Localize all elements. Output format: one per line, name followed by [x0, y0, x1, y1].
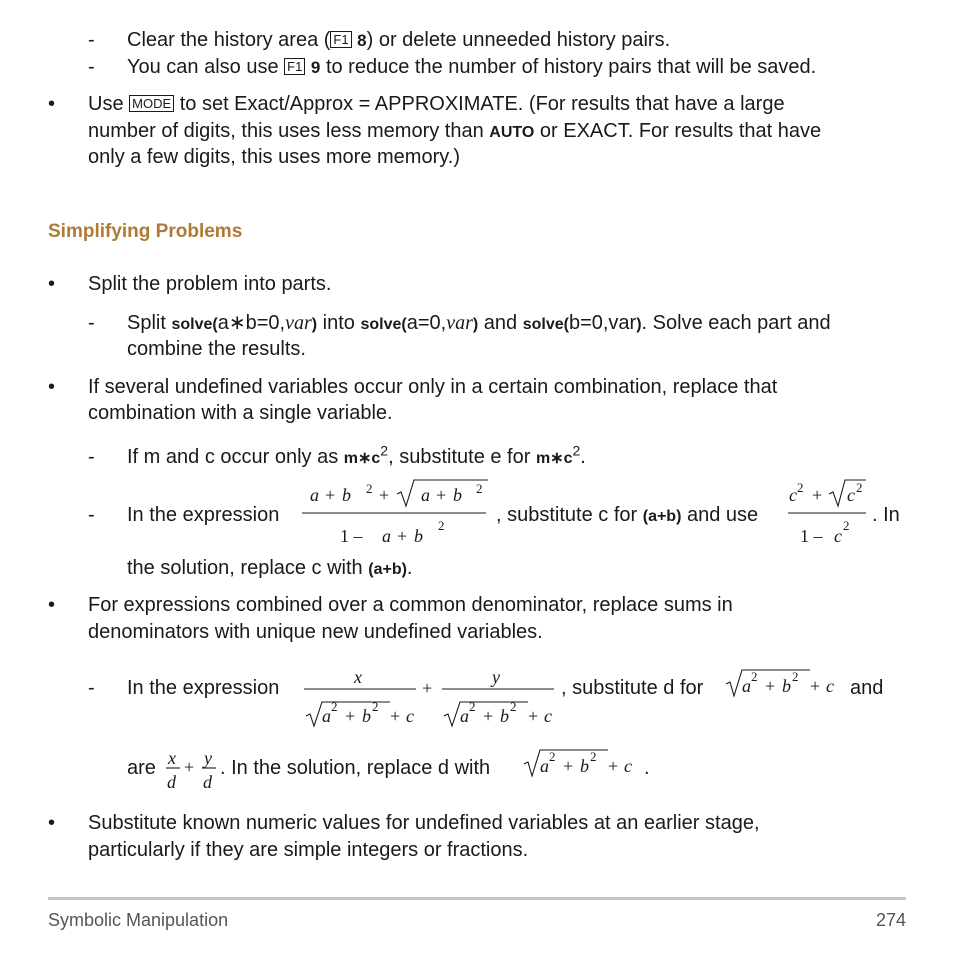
history-clear-line	[127, 28, 670, 53]
combo-line-2: combination with a single variable.	[88, 402, 393, 424]
replace-d-text: . In the solution, replace d with	[220, 757, 491, 779]
math-symbol: c	[789, 485, 797, 505]
math-symbol: +	[379, 485, 390, 505]
math-symbol: a	[310, 485, 319, 505]
sqrt-sum-expression	[724, 662, 844, 708]
math-symbol: +	[184, 757, 195, 777]
f1-key-icon: F1	[284, 58, 305, 75]
mode-line-2	[88, 119, 821, 145]
mc-keyword: m∗c	[343, 450, 381, 467]
denom-line-2: denominators with unique new undefined variables.	[88, 621, 543, 643]
text: If m and c occur only as	[127, 446, 339, 468]
sum-fraction-expression	[302, 664, 560, 742]
math-symbol: +	[436, 485, 447, 505]
math-symbol: +	[563, 756, 574, 776]
dash-marker: -	[88, 504, 95, 526]
numeric-line-2: particularly if they are simple integers or fractions.	[88, 839, 529, 861]
math-symbol: a	[540, 756, 549, 776]
and-text: and	[850, 677, 884, 699]
text: to set Exact/Approx = APPROXIMATE. (For results that have a large	[179, 93, 785, 115]
are-text: are	[127, 757, 156, 779]
dash-marker: -	[88, 56, 95, 78]
text: a=0,	[406, 312, 447, 334]
math-symbol: 2	[331, 699, 338, 714]
dash-marker: -	[88, 446, 95, 468]
math-symbol: +	[390, 706, 401, 726]
math-symbol: +	[422, 678, 433, 698]
math-symbol: b	[453, 485, 462, 505]
math-symbol: 2	[476, 481, 483, 496]
math-symbol: 2	[366, 481, 373, 496]
math-symbol: +	[765, 676, 776, 696]
section-heading: Simplifying Problems	[48, 221, 243, 242]
solve-keyword: solve(	[171, 316, 218, 333]
solve-keyword: solve(	[522, 316, 569, 333]
paren: )	[311, 316, 318, 333]
math-symbol: c	[847, 485, 855, 505]
math-symbol: 2	[792, 669, 799, 684]
split-line: Split the problem into parts.	[88, 273, 332, 295]
text: You can also use	[127, 56, 279, 78]
numeric-line-1: Substitute known numeric values for undefined variables at an earlier stage,	[88, 812, 760, 834]
text: .	[580, 446, 586, 468]
math-symbol: 2	[843, 518, 850, 533]
text: Use	[88, 93, 124, 115]
math-symbol: 2	[856, 480, 863, 495]
math-symbol: b	[414, 526, 423, 546]
math-symbol: c	[624, 756, 632, 776]
math-symbol: c	[406, 706, 414, 726]
math-symbol: 2	[549, 749, 556, 764]
dash-marker: -	[88, 29, 95, 51]
split-line-2: combine the results.	[127, 338, 306, 360]
fraction-expression-2	[786, 476, 868, 560]
substitute-c-line	[496, 503, 758, 529]
bullet-marker: •	[48, 273, 56, 295]
math-symbol: 1 –	[800, 526, 823, 546]
math-symbol: +	[345, 706, 356, 726]
math-symbol: +	[812, 485, 823, 505]
key-number: 8	[357, 31, 367, 50]
dash-marker: -	[88, 677, 95, 699]
text: or EXACT. For results that have	[539, 120, 822, 142]
math-symbol: y	[204, 748, 212, 768]
replace-c-line	[127, 556, 412, 582]
math-symbol: c	[544, 706, 552, 726]
math-symbol: a	[460, 706, 469, 726]
math-symbol: b	[342, 485, 351, 505]
math-symbol: d	[203, 772, 212, 792]
math-symbol: 2	[438, 518, 445, 533]
apb-keyword: (a+b)	[368, 561, 407, 578]
math-symbol: +	[325, 485, 336, 505]
xd-plus-yd-expression	[164, 746, 220, 800]
text: Clear the history area (	[127, 29, 331, 51]
math-symbol: 2	[372, 699, 379, 714]
math-symbol: x	[168, 748, 176, 768]
math-symbol: 2	[469, 699, 476, 714]
bullet-marker: •	[48, 93, 56, 115]
math-symbol: +	[810, 676, 821, 696]
dash-marker: -	[88, 312, 95, 334]
mode-line-3: only a few digits, this uses more memory.)	[88, 146, 460, 168]
text: , substitute e for	[388, 446, 531, 468]
math-symbol: a	[322, 706, 331, 726]
combo-line-1: If several undefined variables occur only in a certain combination, replace that	[88, 376, 778, 398]
math-symbol: b	[782, 676, 791, 696]
math-symbol: a	[742, 676, 751, 696]
math-symbol: 2	[797, 480, 804, 495]
math-symbol: a	[421, 485, 430, 505]
var-text: var	[285, 312, 312, 334]
text: , substitute c for	[496, 504, 638, 526]
math-symbol: d	[167, 772, 176, 792]
math-symbol: b	[362, 706, 371, 726]
sqrt-sum-expression	[522, 742, 642, 788]
mc-substitute-line	[127, 442, 586, 471]
text: ) or delete unneeded history pairs.	[366, 29, 671, 51]
period-text: .	[644, 757, 650, 779]
text: .	[406, 557, 413, 579]
text: . Solve each part and	[641, 312, 831, 334]
mode-key-icon: MODE	[129, 95, 174, 112]
text: number of digits, this uses less memory than	[88, 120, 484, 142]
var-text: var	[446, 312, 473, 334]
math-symbol: y	[492, 667, 500, 687]
text: into	[322, 312, 355, 334]
bullet-marker: •	[48, 812, 56, 834]
math-symbol: 1 –	[340, 526, 363, 546]
text: Split	[127, 312, 166, 334]
math-symbol: +	[483, 706, 494, 726]
bullet-marker: •	[48, 594, 56, 616]
math-symbol: c	[834, 526, 842, 546]
history-reduce-line	[127, 55, 816, 80]
text: a∗b=0,	[217, 312, 286, 334]
split-solve-line	[127, 311, 831, 337]
bullet-marker: •	[48, 376, 56, 398]
math-symbol: +	[608, 756, 619, 776]
math-symbol: b	[580, 756, 589, 776]
page-number: 274	[875, 910, 906, 930]
denom-line-1: For expressions combined over a common denominator, replace sums in	[88, 594, 733, 616]
exponent: 2	[572, 442, 581, 459]
expression-label: In the expression	[127, 677, 280, 699]
footer-title: Symbolic Manipulation	[48, 910, 229, 930]
math-symbol: 2	[590, 749, 597, 764]
mc-keyword: m∗c	[535, 450, 573, 467]
math-symbol: 2	[751, 669, 758, 684]
fraction-expression-1	[300, 476, 490, 560]
paren: )	[472, 316, 479, 333]
math-symbol: a	[382, 526, 391, 546]
auto-keyword: AUTO	[489, 124, 535, 141]
exponent: 2	[380, 442, 389, 459]
text: and use	[686, 504, 759, 526]
math-symbol: +	[397, 526, 408, 546]
text: to reduce the number of history pairs that will be saved.	[325, 56, 817, 78]
apb-keyword: (a+b)	[642, 508, 682, 525]
substitute-d-text: , substitute d for	[561, 677, 704, 699]
in-text: . In	[872, 504, 900, 526]
text: and	[483, 312, 518, 334]
paren: )	[636, 316, 642, 333]
text: the solution, replace c with	[127, 557, 363, 579]
expression-label: In the expression	[127, 504, 280, 526]
math-symbol: c	[826, 676, 834, 696]
math-symbol: 2	[510, 699, 517, 714]
math-symbol: x	[354, 667, 362, 687]
solve-keyword: solve(	[360, 316, 407, 333]
text: b=0,var	[568, 312, 637, 334]
footer-rule	[48, 897, 906, 900]
math-symbol: +	[528, 706, 539, 726]
f1-key-icon: F1	[330, 31, 351, 48]
mode-line-1	[88, 92, 785, 116]
math-symbol: b	[500, 706, 509, 726]
key-number: 9	[310, 58, 321, 77]
